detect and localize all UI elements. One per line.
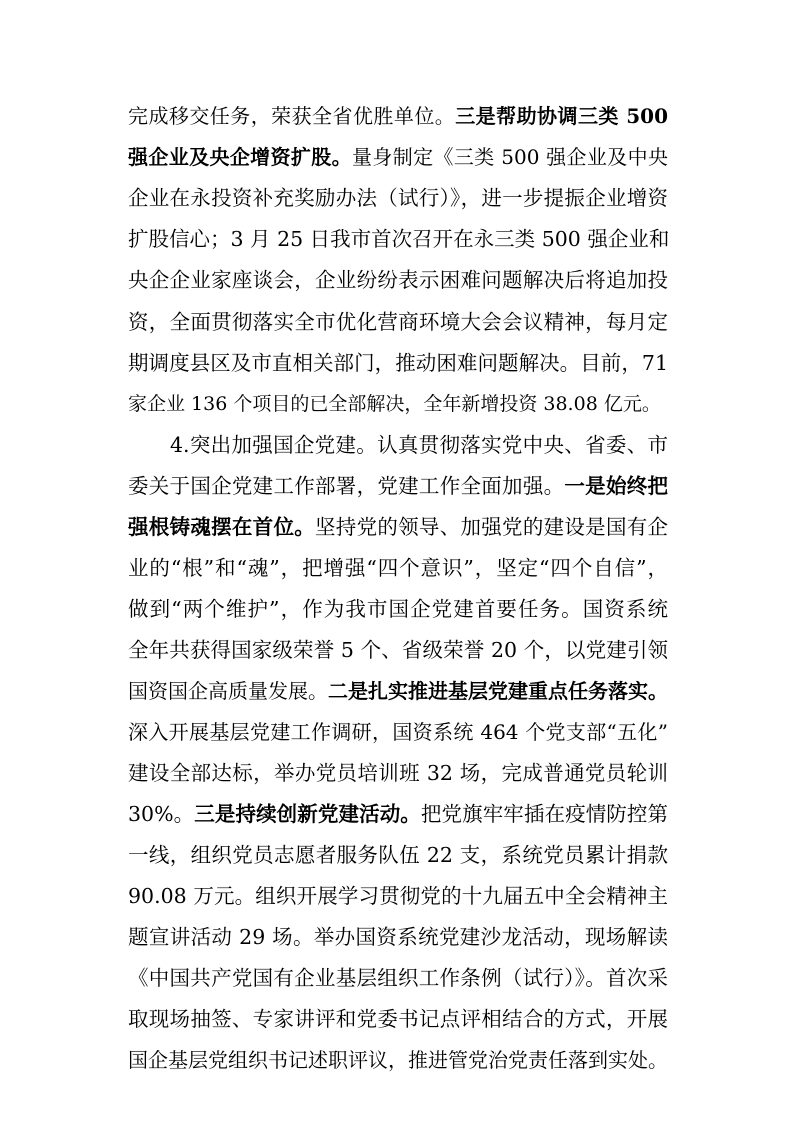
paragraph-line xyxy=(128,185,668,211)
paragraph-line xyxy=(128,637,668,663)
paragraph-line xyxy=(128,965,668,991)
bold-heading-segment: 二是扎实推进基层党建重点任务落实。 xyxy=(328,679,668,703)
bold-heading-segment: 一是始终把 xyxy=(564,474,669,498)
paragraph-line xyxy=(128,883,668,909)
text-segment: 国资国企高质量发展。 xyxy=(128,679,328,703)
text-segment: 一线，组织党员志愿者服务队伍 22 支，系统党员累计捐款 xyxy=(128,843,668,867)
text-segment: 建设全部达标，举办党员培训班 32 场，完成普通党员轮训 xyxy=(128,761,668,785)
text-segment: 期调度县区及市直相关部门，推动困难问题解决。目前，71 xyxy=(128,351,668,375)
paragraph-line xyxy=(128,1006,668,1032)
paragraph-line xyxy=(128,801,668,827)
bold-heading-segment: 强企业及央企增资扩股。 xyxy=(128,145,353,169)
text-segment: 完成移交任务，荣获全省优胜单位。 xyxy=(128,104,456,128)
paragraph-line xyxy=(128,226,668,252)
text-segment: 委关于国企党建工作部署，党建工作全面加强。 xyxy=(128,474,565,498)
paragraph-line xyxy=(128,719,668,745)
text-segment: 业的“根”和“魂”，把增强“四个意识”，坚定“四个自信”， xyxy=(128,556,668,580)
text-segment: 90.08 万元。组织开展学习贯彻党的十九届五中全会精神主 xyxy=(128,884,668,908)
bold-heading-segment: 三是帮助协调三类 500 xyxy=(455,104,669,128)
bold-heading-segment: 三是持续创新党建活动。 xyxy=(194,802,421,826)
text-segment: 全年共获得国家级荣誉 5 个、省级荣誉 20 个，以党建引领 xyxy=(128,638,668,662)
paragraph-line xyxy=(128,924,668,950)
paragraph-line xyxy=(128,267,668,293)
text-segment: 企业在永投资补充奖励办法（试行）》，进一步提振企业增资 xyxy=(128,186,668,210)
text-segment: 国企基层党组织书记述职评议，推进管党治党责任落到实处。 xyxy=(128,1048,668,1072)
paragraph-line xyxy=(128,103,668,129)
paragraph-line xyxy=(128,678,668,704)
text-segment: 30%。 xyxy=(128,802,195,826)
paragraph-line-last xyxy=(128,391,668,417)
text-segment: 做到“两个维护”，作为我市国企党建首要任务。国资系统 xyxy=(128,597,668,621)
paragraph-line xyxy=(128,555,668,581)
paragraph-line xyxy=(128,760,668,786)
paragraph-line-first xyxy=(170,432,668,458)
text-segment: 4.突出加强国企党建。认真贯彻落实党中央、省委、市 xyxy=(170,433,668,457)
text-segment: 《中国共产党国有企业基层组织工作条例（试行）》。首次采 xyxy=(128,966,668,990)
text-segment: 题宣讲活动 29 场。举办国资系统党建沙龙活动，现场解读 xyxy=(128,925,668,949)
paragraph-line xyxy=(128,842,668,868)
text-segment: 量身制定《三类 500 强企业及中央 xyxy=(352,145,669,169)
text-segment: 深入开展基层党建工作调研，国资系统 464 个党支部“五化” xyxy=(128,720,668,744)
text-segment: 取现场抽签、专家讲评和党委书记点评相结合的方式，开展 xyxy=(128,1007,668,1031)
text-segment: 把党旗牢牢插在疫情防控第 xyxy=(420,802,668,826)
paragraph-line-last xyxy=(128,1047,668,1073)
paragraph-line xyxy=(128,350,668,376)
text-segment: 坚持党的领导、加强党的建设是国有企 xyxy=(315,515,669,539)
paragraph-line xyxy=(128,144,668,170)
paragraph-line xyxy=(128,514,668,540)
text-segment: 扩股信心；3 月 25 日我市首次召开在永三类 500 强企业和 xyxy=(128,227,670,251)
paragraph-line xyxy=(128,309,668,335)
text-segment: 央企企业家座谈会，企业纷纷表示困难问题解决后将追加投 xyxy=(128,268,668,292)
text-segment: 资，全面贯彻落实全市优化营商环境大会会议精神，每月定 xyxy=(128,310,668,334)
paragraph-line xyxy=(128,473,668,499)
paragraph-line xyxy=(128,596,668,622)
text-segment: 家企业 136 个项目的已全部解决，全年新增投资 38.08 亿元。 xyxy=(128,393,661,415)
bold-heading-segment: 强根铸魂摆在首位。 xyxy=(128,515,316,539)
